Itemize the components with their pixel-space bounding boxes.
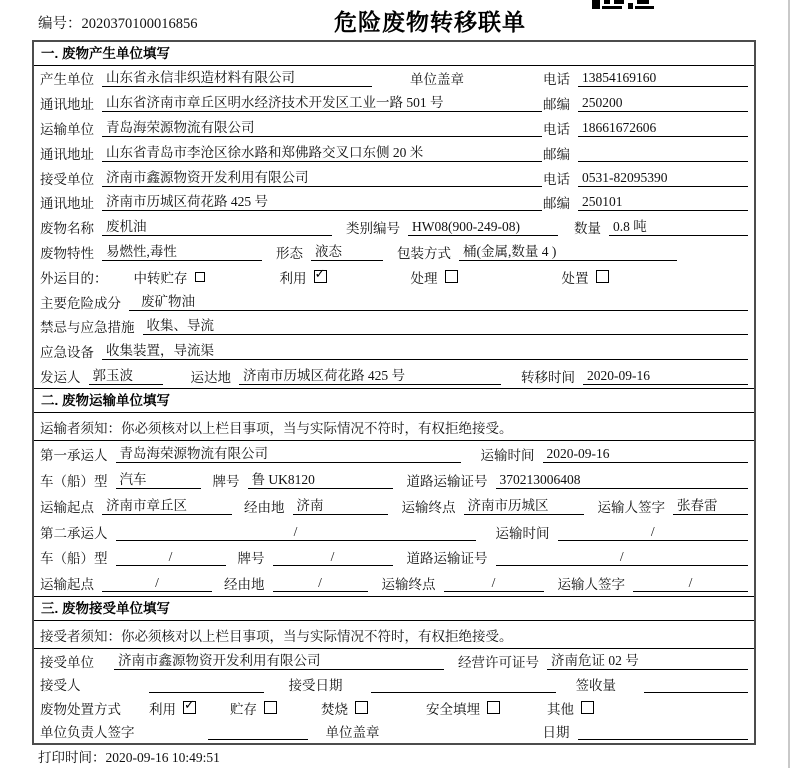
disposal-option-label: 其他 xyxy=(547,701,574,717)
address1-value: 山东省济南市章丘区明水经济技术开发区工业一路 501 号 xyxy=(102,94,542,112)
receiver-label: 接受单位 xyxy=(40,171,94,187)
equipment-value: 收集装置，导流渠 xyxy=(102,342,748,360)
vehicle1-label: 车（船）型 xyxy=(40,474,108,490)
purpose-option-utilize xyxy=(280,267,327,287)
disposal-incinerate-checkbox xyxy=(355,701,368,714)
via2-label: 经由地 xyxy=(224,577,265,593)
row-purpose xyxy=(34,264,754,289)
zip1-label: 邮编 xyxy=(543,97,570,113)
section-transporter xyxy=(34,388,754,596)
shipper-value: 郭玉波 xyxy=(89,367,163,385)
zip1-value: 250200 xyxy=(578,94,748,112)
recipient-label: 接受人 xyxy=(40,678,81,694)
disposal-storage-checkbox xyxy=(264,701,277,714)
receiving-unit-label: 接受单位 xyxy=(40,654,94,670)
disposal-option-label: 利用 xyxy=(149,701,176,717)
row-waste-characteristics xyxy=(34,240,754,265)
row-precautions xyxy=(34,314,754,339)
zip2-value xyxy=(578,144,748,162)
receiver-notice-text: 接受者须知：你必须核对以上栏目事项，当与实际情况不符时，有权拒绝接受。 xyxy=(40,628,513,644)
purpose-option-label: 处置 xyxy=(561,270,589,286)
transfer-storage-checkbox xyxy=(195,272,205,282)
origin1-label: 运输起点 xyxy=(40,499,94,515)
qr-code-fragment xyxy=(592,0,654,9)
plate2-label: 牌号 xyxy=(237,551,265,567)
disposal-option-landfill xyxy=(426,698,500,718)
address2-label: 通讯地址 xyxy=(40,146,94,162)
carrier2-value: / xyxy=(116,523,476,541)
row-shipper xyxy=(34,364,754,389)
sign2-value: / xyxy=(633,574,748,592)
quantity-label: 数量 xyxy=(574,221,601,237)
carrier1-value: 青岛海荣源物流有限公司 xyxy=(116,445,461,463)
end2-label: 运输终点 xyxy=(381,577,436,593)
transporter-label: 运输单位 xyxy=(40,121,94,137)
shipper-label: 发运人 xyxy=(40,369,81,385)
purpose-label: 外运目的： xyxy=(40,270,108,286)
address2-value: 山东省青岛市李沧区徐水路和郑佛路交叉口东侧 20 米 xyxy=(102,144,542,162)
sign1-value: 张春雷 xyxy=(673,497,748,515)
received-qty-label: 签收量 xyxy=(575,678,616,694)
row-route2 xyxy=(34,570,754,596)
origin2-label: 运输起点 xyxy=(40,577,94,593)
form-label: 形态 xyxy=(276,245,303,261)
purpose-option-label: 中转贮存 xyxy=(133,270,188,286)
plate1-value: 鲁 UK8120 xyxy=(248,471,393,489)
row-producer-address xyxy=(34,91,754,116)
section-receiver xyxy=(34,596,754,743)
receiver-notice xyxy=(34,621,754,649)
utilize-checkbox xyxy=(314,270,327,283)
row-vehicle1 xyxy=(34,467,754,493)
destination-label: 运达地 xyxy=(190,369,231,385)
origin2-value: / xyxy=(102,574,212,592)
print-time-line xyxy=(38,746,220,766)
carrier1-label: 第一承运人 xyxy=(40,448,108,464)
print-time-value: 2020-09-16 10:49:51 xyxy=(105,750,220,765)
sign1-label: 运输人签字 xyxy=(597,499,665,515)
disposal-option-label: 安全填埋 xyxy=(426,701,480,717)
transport-time1-value: 2020-09-16 xyxy=(543,445,749,463)
row-transporter xyxy=(34,116,754,141)
print-time-label: 打印时间： xyxy=(38,750,106,765)
row-vehicle2 xyxy=(34,545,754,571)
purpose-option-treat xyxy=(411,267,458,287)
transporter-notice xyxy=(34,413,754,441)
disposal-utilize-checkbox xyxy=(183,701,196,714)
disposal-other-checkbox xyxy=(581,701,594,714)
date-label: 日期 xyxy=(542,725,570,740)
row-receiver-address xyxy=(34,190,754,215)
transport-time2-label: 运输时间 xyxy=(495,525,550,541)
row-producer xyxy=(34,66,754,91)
zip2-label: 邮编 xyxy=(543,146,570,162)
serial-value: 2020370100016856 xyxy=(81,16,198,32)
characteristics-value: 易燃性,毒性 xyxy=(102,243,262,261)
purpose-option-dispose xyxy=(562,267,609,287)
row-responsible-signature xyxy=(34,719,754,742)
zip3-label: 邮编 xyxy=(543,196,570,212)
license-label: 经营许可证号 xyxy=(458,654,539,670)
page-title: 危险废物转移联单 xyxy=(334,9,526,35)
row-recipient xyxy=(34,673,754,696)
waste-name-value: 废机油 xyxy=(102,218,332,236)
vehicle2-value: / xyxy=(116,548,226,566)
transfer-time-value: 2020-09-16 xyxy=(583,367,748,385)
end2-value: / xyxy=(444,574,544,592)
permit2-label: 道路运输证号 xyxy=(406,551,488,567)
row-waste-name xyxy=(34,215,754,240)
vehicle2-label: 车（船）型 xyxy=(40,551,108,567)
section2-heading: 二. 废物运输单位填写 xyxy=(34,388,754,413)
quantity-value: 0.8 吨 xyxy=(609,218,748,236)
transporter-value: 青岛海荣源物流有限公司 xyxy=(102,119,542,137)
producer-value: 山东省永信非织造材料有限公司 xyxy=(102,69,372,87)
received-qty-value xyxy=(644,675,748,693)
row-disposal-method xyxy=(34,696,754,719)
phone3-label: 电话 xyxy=(543,171,570,187)
section-producer xyxy=(34,42,754,388)
row-hazard-components xyxy=(34,289,754,314)
dispose-checkbox xyxy=(596,270,609,283)
recipient-value xyxy=(149,675,264,693)
permit2-value: / xyxy=(496,548,749,566)
phone3-value: 0531-82095390 xyxy=(578,169,748,187)
row-carrier1 xyxy=(34,441,754,467)
precautions-value: 收集、导流 xyxy=(143,317,749,335)
disposal-option-label: 焚烧 xyxy=(321,701,348,717)
responsible-sign-label: 单位负责人签字 xyxy=(40,725,135,740)
phone1-value: 13854169160 xyxy=(578,69,748,87)
row-emergency-equipment xyxy=(34,339,754,364)
via2-value: / xyxy=(273,574,368,592)
phone2-label: 电话 xyxy=(543,121,570,137)
waste-name-label: 废物名称 xyxy=(40,221,94,237)
end1-value: 济南市历城区 xyxy=(464,497,584,515)
row-receiving-unit xyxy=(34,649,754,672)
precautions-label: 禁忌与应急措施 xyxy=(40,320,135,336)
destination-value: 济南市历城区荷花路 425 号 xyxy=(239,367,501,385)
carrier2-label: 第二承运人 xyxy=(40,525,108,541)
zip3-value: 250101 xyxy=(578,193,748,211)
receive-date-label: 接受日期 xyxy=(288,678,343,694)
purpose-option-label: 处理 xyxy=(410,270,438,286)
row-transporter-address xyxy=(34,140,754,165)
phone1-label: 电话 xyxy=(543,72,570,88)
unit-seal-label: 单位盖章 xyxy=(410,72,464,88)
equipment-label: 应急设备 xyxy=(40,345,94,361)
responsible-sign-value xyxy=(208,722,308,740)
transport-time2-value: / xyxy=(558,523,749,541)
address3-value: 济南市历城区荷花路 425 号 xyxy=(102,193,542,211)
permit1-label: 道路运输证号 xyxy=(406,474,488,490)
serial-label: 编号： xyxy=(38,16,82,32)
origin1-value: 济南市章丘区 xyxy=(102,497,232,515)
transfer-time-label: 转移时间 xyxy=(521,369,575,385)
disposal-option-storage xyxy=(230,698,277,718)
permit1-value: 370213006408 xyxy=(496,471,749,489)
receiver-value: 济南市鑫源物资开发利用有限公司 xyxy=(102,169,542,187)
row-carrier2 xyxy=(34,519,754,545)
plate2-value: / xyxy=(273,548,393,566)
plate1-label: 牌号 xyxy=(212,474,240,490)
phone2-value: 18661672606 xyxy=(578,119,748,137)
date-value xyxy=(578,722,749,740)
treat-checkbox xyxy=(445,270,458,283)
vehicle1-value: 汽车 xyxy=(116,471,201,489)
packaging-label: 包装方式 xyxy=(397,245,451,261)
purpose-option-label: 利用 xyxy=(279,270,307,286)
hazard-label: 主要危险成分 xyxy=(40,295,121,311)
end1-label: 运输终点 xyxy=(401,499,456,515)
disposal-option-other xyxy=(547,698,594,718)
category-label: 类别编号 xyxy=(346,221,400,237)
packaging-value: 桶(金属,数量 4 ) xyxy=(459,243,677,261)
address3-label: 通讯地址 xyxy=(40,196,94,212)
hazard-value: 废矿物油 xyxy=(129,293,748,311)
disposal-option-incinerate xyxy=(321,698,368,718)
disposal-label: 废物处置方式 xyxy=(40,701,121,717)
disposal-option-label: 贮存 xyxy=(230,701,257,717)
sign2-label: 运输人签字 xyxy=(557,577,625,593)
producer-label: 产生单位 xyxy=(40,72,94,88)
scan-page-edge xyxy=(788,0,790,768)
transfer-manifest-form xyxy=(32,40,756,745)
transport-time1-label: 运输时间 xyxy=(480,448,535,464)
address1-label: 通讯地址 xyxy=(40,97,94,113)
section3-heading: 三. 废物接受单位填写 xyxy=(34,596,754,621)
row-route1 xyxy=(34,493,754,519)
category-value: HW08(900-249-08) xyxy=(408,218,558,236)
license-value: 济南危证 02 号 xyxy=(547,652,748,670)
via1-label: 经由地 xyxy=(244,499,285,515)
receiving-unit-value: 济南市鑫源物资开发利用有限公司 xyxy=(114,652,444,670)
characteristics-label: 废物特性 xyxy=(40,245,94,261)
purpose-option-transfer-storage xyxy=(134,267,205,287)
receive-date-value xyxy=(371,675,556,693)
disposal-landfill-checkbox xyxy=(487,701,500,714)
form-value: 液态 xyxy=(311,243,383,261)
via1-value: 济南 xyxy=(293,497,388,515)
disposal-option-utilize xyxy=(149,698,196,718)
section1-heading: 一. 废物产生单位填写 xyxy=(34,42,754,66)
row-receiver xyxy=(34,165,754,190)
unit-seal2-label: 单位盖章 xyxy=(325,725,380,740)
transporter-notice-text: 运输者须知：你必须核对以上栏目事项，当与实际情况不符时，有权拒绝接受。 xyxy=(40,420,513,436)
